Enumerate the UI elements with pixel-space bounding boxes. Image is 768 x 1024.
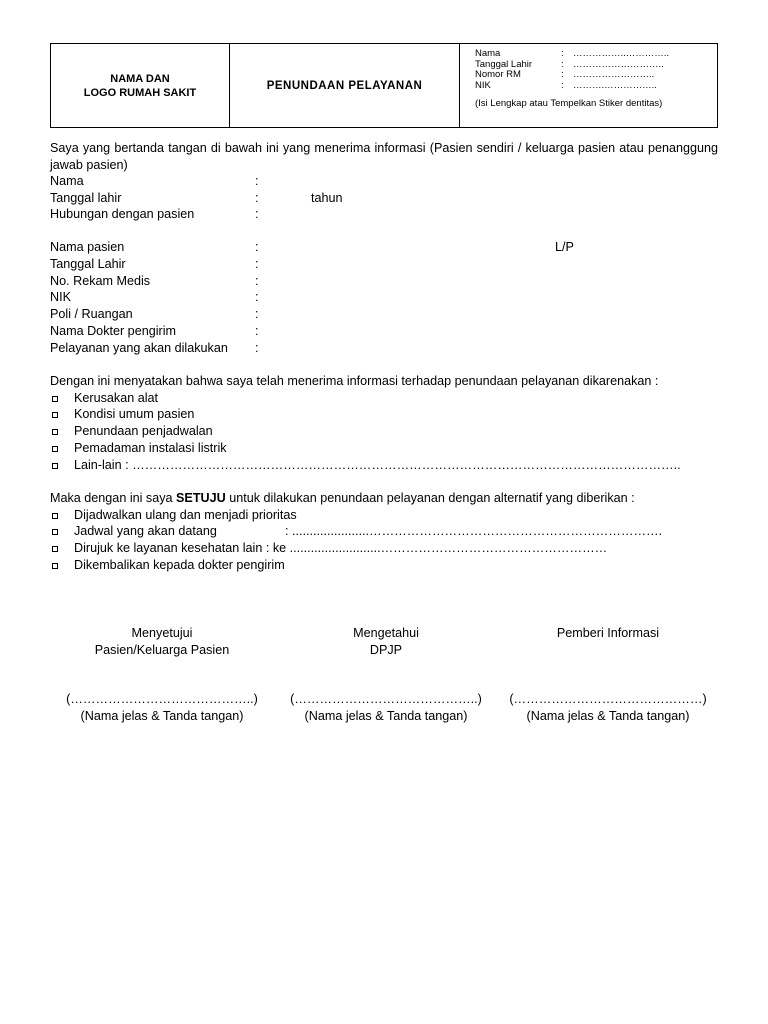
logo-line-2: LOGO RUMAH SAKIT (83, 86, 197, 99)
gender-suffix: L/P (555, 240, 574, 254)
hospital-logo-placeholder (51, 44, 230, 127)
signature-caption: (Nama jelas & Tanda tangan) (304, 709, 468, 723)
signature-role-sub: Pasien/Keluarga Pasien (94, 643, 230, 657)
checkbox-icon[interactable] (52, 463, 58, 469)
checkbox-icon[interactable] (52, 546, 58, 552)
signature-caption: (Nama jelas & Tanda tangan) (526, 709, 690, 723)
signature-block-patient (62, 625, 262, 659)
form-header (50, 43, 718, 128)
identity-row-name: Nama : ……………..………….. (475, 48, 670, 59)
signature-block-dpjp (286, 625, 486, 659)
agreement-intro: Maka dengan ini saya SETUJU untuk dilakukan penundaan pelayanan dengan alternatif yang diberikan : (50, 491, 635, 505)
signature-line-dpjp[interactable] (276, 691, 496, 725)
signature-block-informant (508, 625, 708, 642)
field-respondent-dob[interactable]: Tanggal lahir : tahun (50, 191, 343, 205)
signature-blank[interactable]: (……………………………………..) (290, 692, 482, 706)
signature-blank[interactable]: (……………………………………..) (66, 692, 258, 706)
intro-paragraph: Saya yang bertanda tangan di bawah ini yang menerima informasi (Pasien sendiri / keluarga pasien atau penanggung jawab pasien) (50, 141, 718, 172)
patient-identity-box (460, 44, 717, 127)
signature-role: Mengetahui (353, 626, 419, 640)
checkbox-icon[interactable] (52, 446, 58, 452)
signature-line-informant[interactable] (498, 691, 718, 725)
identity-row-rm: Nomor RM : …………………….. (475, 69, 655, 80)
identity-note: (Isi Lengkap atau Tempelkan Stiker dentitas) (475, 98, 663, 109)
next-schedule-fill: : ......................……………………………………………………………. (285, 524, 663, 538)
checkbox-icon[interactable] (52, 396, 58, 402)
field-patient-name[interactable]: Nama pasien : L/P (50, 240, 574, 254)
age-suffix: tahun (311, 191, 343, 205)
signature-role: Pemberi Informasi (556, 626, 660, 640)
agree-keyword: SETUJU (176, 491, 226, 505)
checkbox-icon[interactable] (52, 529, 58, 535)
signature-blank[interactable]: (………………………………………) (509, 692, 707, 706)
logo-line-1: NAMA DAN (110, 72, 170, 85)
identity-row-nik: NIK : ……….…………….. (475, 79, 657, 91)
checkbox-icon[interactable] (52, 429, 58, 435)
signature-caption: (Nama jelas & Tanda tangan) (80, 709, 244, 723)
signature-line-patient[interactable] (52, 691, 272, 725)
form-title: PENUNDAAN PELAYANAN (230, 44, 460, 127)
reason-intro: Dengan ini menyatakan bahwa saya telah menerima informasi terhadap penundaan pelayanan dikarenakan : (50, 374, 659, 388)
identity-row-dob: Tanggal Lahir : ……………………….. (475, 58, 664, 70)
checkbox-icon[interactable] (52, 563, 58, 569)
checkbox-icon[interactable] (52, 412, 58, 418)
signature-role: Menyetujui (131, 626, 193, 640)
signature-role-sub: DPJP (369, 643, 403, 657)
checkbox-icon[interactable] (52, 513, 58, 519)
